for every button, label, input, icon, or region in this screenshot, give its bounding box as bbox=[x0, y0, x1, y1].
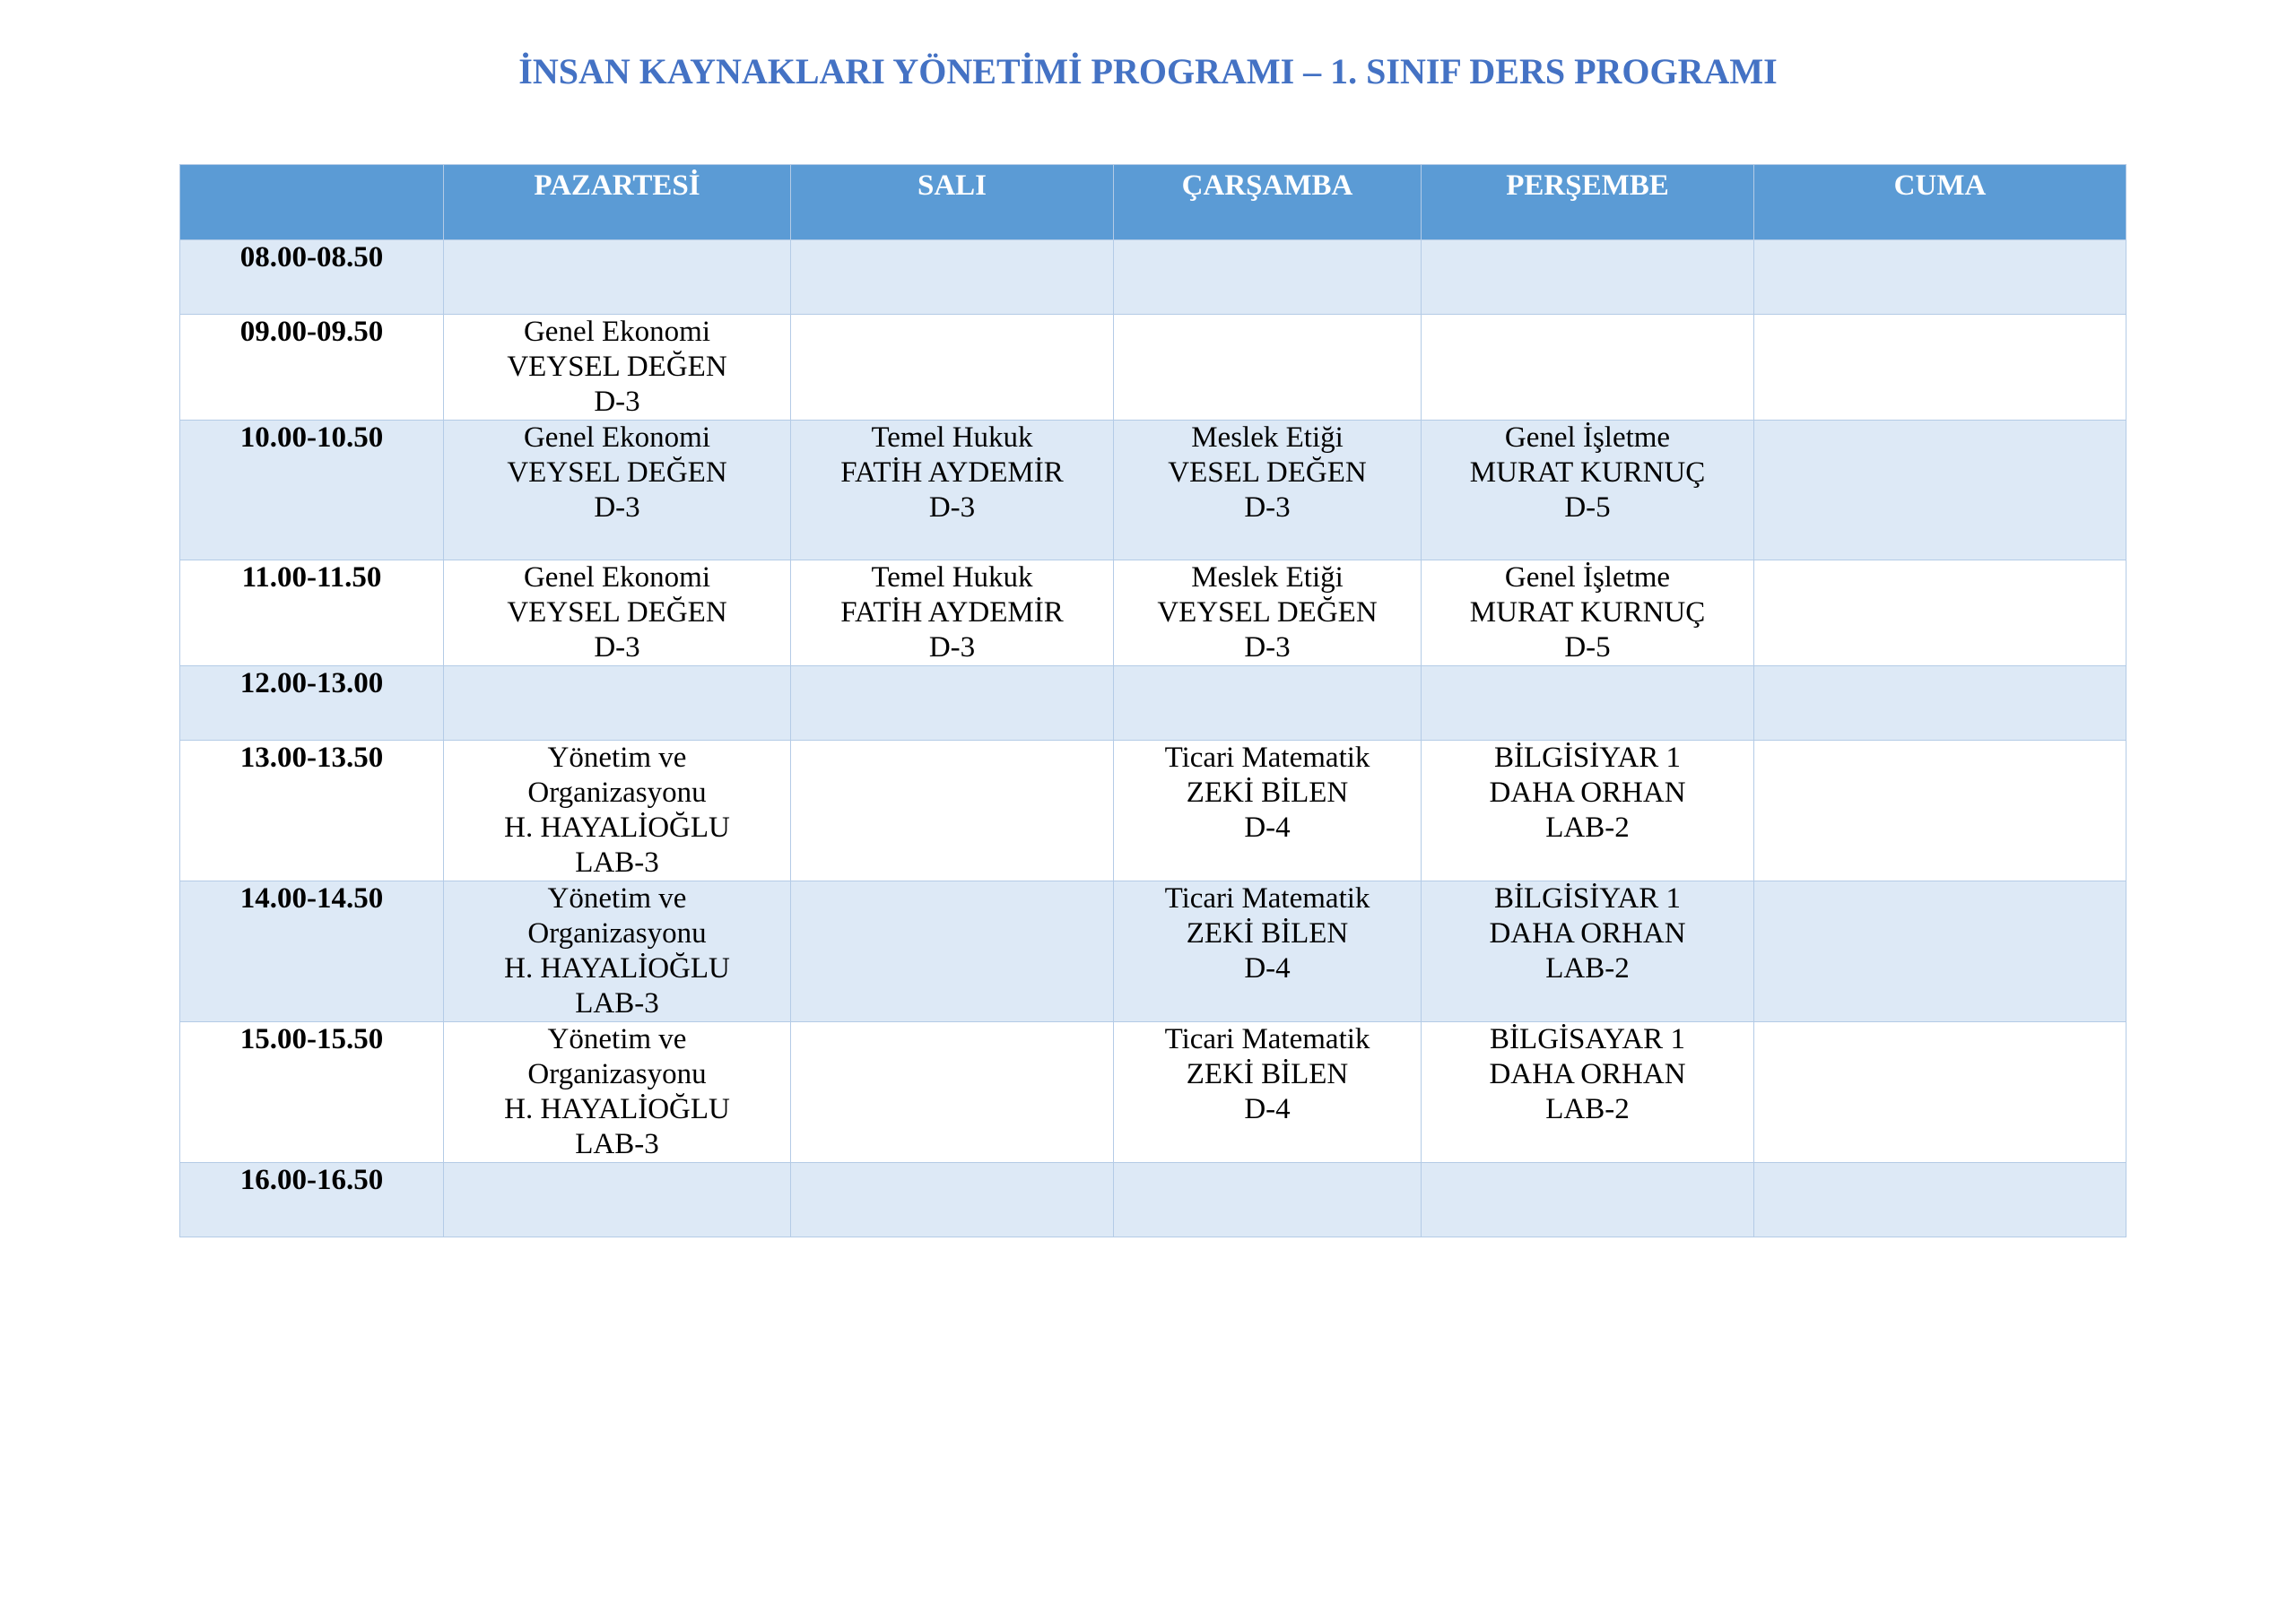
class-info-line: VEYSEL DEĞEN bbox=[507, 596, 727, 629]
class-cell-pazartesi bbox=[444, 1022, 791, 1163]
class-info-line: H. HAYALİOĞLU bbox=[504, 1093, 730, 1125]
time-slot-cell: 13.00-13.50 bbox=[180, 741, 444, 881]
class-cell-carsamba bbox=[1114, 1022, 1422, 1163]
class-info-line: D-4 bbox=[1244, 812, 1291, 844]
class-info-line: Ticari Matematik bbox=[1164, 742, 1370, 774]
class-info-line: Meslek Etiği bbox=[1191, 561, 1344, 594]
class-cell-cuma bbox=[1754, 741, 2126, 881]
class-info-line: Genel İşletme bbox=[1504, 561, 1671, 594]
class-info-line: LAB-3 bbox=[575, 1128, 659, 1160]
time-slot-cell: 12.00-13.00 bbox=[180, 666, 444, 741]
schedule-row bbox=[180, 741, 2126, 881]
class-cell-carsamba bbox=[1114, 741, 1422, 881]
class-cell-persembe bbox=[1422, 240, 1754, 315]
class-cell-pazartesi bbox=[444, 240, 791, 315]
class-cell-carsamba bbox=[1114, 1163, 1422, 1237]
class-info-line: ZEKİ BİLEN bbox=[1186, 1058, 1349, 1090]
class-info-line: Yönetim ve bbox=[547, 742, 687, 774]
class-cell-pazartesi bbox=[444, 881, 791, 1022]
class-cell-sali bbox=[791, 240, 1114, 315]
class-info-line: VESEL DEĞEN bbox=[1168, 456, 1367, 489]
schedule-table bbox=[179, 164, 2126, 1237]
class-info-line: Genel Ekonomi bbox=[523, 561, 711, 594]
class-cell-sali bbox=[791, 1163, 1114, 1237]
class-info-line: D-3 bbox=[594, 491, 640, 524]
class-info-line: LAB-2 bbox=[1545, 812, 1630, 844]
class-info-line: BİLGİSİYAR 1 bbox=[1493, 742, 1682, 774]
day-header-pazartesi: PAZARTESİ bbox=[444, 165, 791, 240]
class-info-line: VEYSEL DEĞEN bbox=[1157, 596, 1378, 629]
class-cell-pazartesi bbox=[444, 421, 791, 560]
class-cell-cuma bbox=[1754, 1022, 2126, 1163]
class-info-line: VEYSEL DEĞEN bbox=[507, 456, 727, 489]
class-cell-persembe bbox=[1422, 741, 1754, 881]
class-cell-persembe bbox=[1422, 421, 1754, 560]
class-info-line: MURAT KURNUÇ bbox=[1469, 456, 1706, 489]
class-info-line: Ticari Matematik bbox=[1164, 882, 1370, 915]
class-info-line: FATİH AYDEMİR bbox=[840, 456, 1064, 489]
class-cell-persembe bbox=[1422, 315, 1754, 421]
class-cell-sali bbox=[791, 315, 1114, 421]
header-row bbox=[180, 165, 2126, 240]
class-cell-pazartesi bbox=[444, 1163, 791, 1237]
class-cell-carsamba bbox=[1114, 881, 1422, 1022]
time-slot-cell: 11.00-11.50 bbox=[180, 560, 444, 666]
class-cell-carsamba bbox=[1114, 315, 1422, 421]
class-cell-sali bbox=[791, 1022, 1114, 1163]
class-cell-sali bbox=[791, 881, 1114, 1022]
class-info-line: D-5 bbox=[1564, 631, 1611, 664]
class-info-line: D-3 bbox=[1244, 491, 1291, 524]
class-info-line: H. HAYALİOĞLU bbox=[504, 952, 730, 985]
class-info-line: LAB-3 bbox=[575, 846, 659, 879]
schedule-row bbox=[180, 560, 2126, 666]
schedule-row bbox=[180, 421, 2126, 560]
class-info-line: FATİH AYDEMİR bbox=[840, 596, 1064, 629]
class-cell-persembe bbox=[1422, 666, 1754, 741]
day-header-sali: SALI bbox=[791, 165, 1114, 240]
day-header-persembe: PERŞEMBE bbox=[1422, 165, 1754, 240]
schedule-row bbox=[180, 240, 2126, 315]
time-slot-cell: 08.00-08.50 bbox=[180, 240, 444, 315]
class-info-line: D-5 bbox=[1564, 491, 1611, 524]
class-cell-sali bbox=[791, 560, 1114, 666]
class-info-line: D-3 bbox=[928, 491, 976, 524]
class-info-line: LAB-3 bbox=[575, 987, 659, 1020]
class-info-line: Genel Ekonomi bbox=[523, 421, 711, 454]
class-cell-cuma bbox=[1754, 240, 2126, 315]
class-info-line: DAHA ORHAN bbox=[1489, 1058, 1686, 1090]
class-info-line: ZEKİ BİLEN bbox=[1186, 917, 1349, 950]
class-cell-sali bbox=[791, 666, 1114, 741]
class-cell-carsamba bbox=[1114, 421, 1422, 560]
class-cell-persembe bbox=[1422, 560, 1754, 666]
class-info-line: Temel Hukuk bbox=[871, 421, 1033, 454]
class-info-line: ZEKİ BİLEN bbox=[1186, 777, 1349, 809]
header-corner-cell bbox=[180, 165, 444, 240]
class-info-line: VEYSEL DEĞEN bbox=[507, 351, 727, 383]
time-slot-cell: 10.00-10.50 bbox=[180, 421, 444, 560]
class-cell-sali bbox=[791, 421, 1114, 560]
class-info-line: DAHA ORHAN bbox=[1489, 917, 1686, 950]
class-info-line: LAB-2 bbox=[1545, 1093, 1630, 1125]
class-cell-carsamba bbox=[1114, 666, 1422, 741]
class-info-line: BİLGİSAYAR 1 bbox=[1490, 1023, 1685, 1055]
day-header-cuma: CUMA bbox=[1754, 165, 2126, 240]
class-info-line: Organizasyonu bbox=[527, 917, 707, 950]
class-cell-pazartesi bbox=[444, 666, 791, 741]
class-info-line: D-3 bbox=[1244, 631, 1291, 664]
time-slot-cell: 16.00-16.50 bbox=[180, 1163, 444, 1237]
class-info-line: LAB-2 bbox=[1545, 952, 1630, 985]
class-cell-pazartesi bbox=[444, 315, 791, 421]
class-cell-pazartesi bbox=[444, 741, 791, 881]
class-cell-carsamba bbox=[1114, 560, 1422, 666]
class-info-line: DAHA ORHAN bbox=[1489, 777, 1686, 809]
class-info-line: Genel Ekonomi bbox=[523, 316, 711, 348]
class-cell-persembe bbox=[1422, 881, 1754, 1022]
class-info-line: Yönetim ve bbox=[547, 882, 687, 915]
schedule-row bbox=[180, 315, 2126, 421]
class-cell-pazartesi bbox=[444, 560, 791, 666]
class-info-line: D-3 bbox=[928, 631, 976, 664]
class-cell-carsamba bbox=[1114, 240, 1422, 315]
class-info-line: Ticari Matematik bbox=[1164, 1023, 1370, 1055]
class-info-line: D-3 bbox=[594, 386, 640, 418]
class-cell-sali bbox=[791, 741, 1114, 881]
time-slot-cell: 15.00-15.50 bbox=[180, 1022, 444, 1163]
schedule-row bbox=[180, 1022, 2126, 1163]
class-info-line: H. HAYALİOĞLU bbox=[504, 812, 730, 844]
class-info-line: Meslek Etiği bbox=[1191, 421, 1344, 454]
schedule-row bbox=[180, 1163, 2126, 1237]
time-slot-cell: 09.00-09.50 bbox=[180, 315, 444, 421]
class-cell-persembe bbox=[1422, 1163, 1754, 1237]
class-cell-cuma bbox=[1754, 1163, 2126, 1237]
class-info-line: Organizasyonu bbox=[527, 1058, 707, 1090]
schedule-row bbox=[180, 666, 2126, 741]
class-cell-cuma bbox=[1754, 560, 2126, 666]
class-cell-cuma bbox=[1754, 881, 2126, 1022]
class-info-line: Temel Hukuk bbox=[871, 561, 1033, 594]
schedule-row bbox=[180, 881, 2126, 1022]
class-info-line: Organizasyonu bbox=[527, 777, 707, 809]
class-cell-persembe bbox=[1422, 1022, 1754, 1163]
time-slot-cell: 14.00-14.50 bbox=[180, 881, 444, 1022]
class-info-line: MURAT KURNUÇ bbox=[1469, 596, 1706, 629]
class-cell-cuma bbox=[1754, 666, 2126, 741]
page-title: İNSAN KAYNAKLARI YÖNETİMİ PROGRAMI – 1. SINIF DERS PROGRAMI bbox=[518, 51, 1778, 91]
class-info-line: D-3 bbox=[594, 631, 640, 664]
class-info-line: Yönetim ve bbox=[547, 1023, 687, 1055]
class-info-line: Genel İşletme bbox=[1504, 421, 1671, 454]
day-header-carsamba: ÇARŞAMBA bbox=[1114, 165, 1422, 240]
class-cell-cuma bbox=[1754, 315, 2126, 421]
class-cell-cuma bbox=[1754, 421, 2126, 560]
class-info-line: BİLGİSİYAR 1 bbox=[1493, 882, 1682, 915]
class-info-line: D-4 bbox=[1244, 952, 1291, 985]
class-info-line: D-4 bbox=[1244, 1093, 1291, 1125]
